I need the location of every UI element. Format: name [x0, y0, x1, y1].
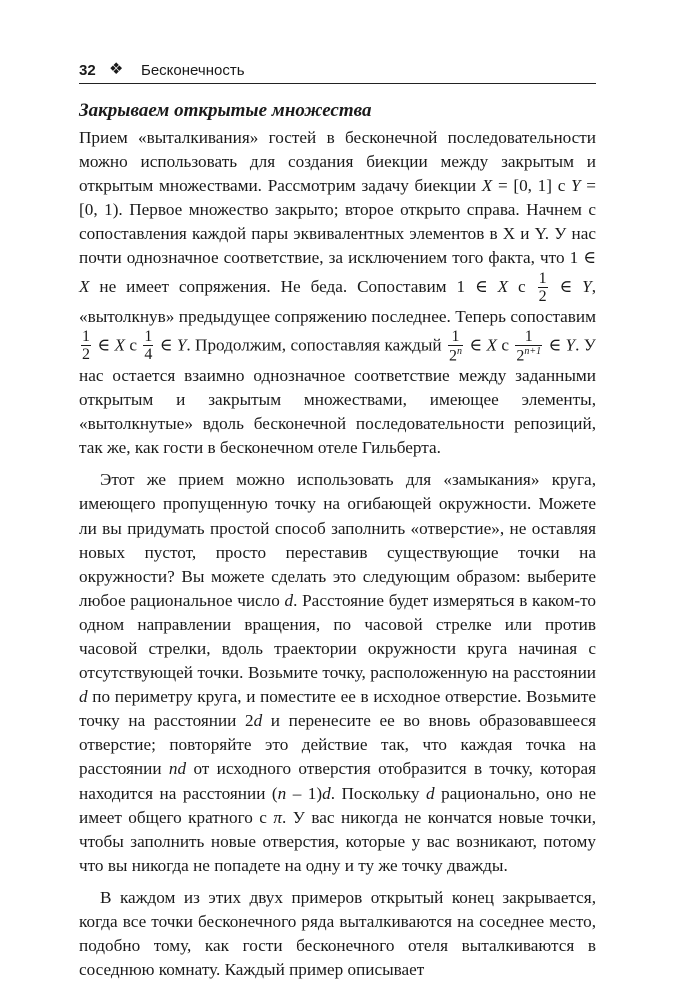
- fraction-one-quarter: $\frac{1}{4}$: [144, 328, 153, 364]
- ornament-icon: ❖: [109, 61, 124, 78]
- fraction-one-over-2-pow-n-plus-1: $\frac{1}{2^{n+1}}$: [516, 327, 542, 364]
- paragraph-3: В каждом из этих двух примеров открытый конец закрывается, когда все точки бесконечного ряда выталкиваются на соседнее место, подобно тому, как гости бесконечного отеля выталкиваются в соседнюю комнату. Каждый пример описывает: [79, 887, 596, 980]
- paragraph-1: Прием «выталкивания» гостей в бесконечной последовательности можно использовать для создания биекции между закрытым и открытым множествами. Рассмотрим задачу биекции X = [0, 1] с Y = [0, 1). Первое множество закрыто; второе открыто справа. Начнем с сопоставления каждой пары эквивалентных элементов в X и Y. У нас почти однозначное соответствие, за исключением того факта, что 1 ∈ X не имеет сопряжения. Не беда. Сопоставим 1 ∈ X с $\frac{1}{2}$ ∈ Y, «вытолкнув» предыдущее сопряжению последнее. Теперь сопоставим $\frac{1}{2}$ ∈ X с $\frac{1}{4}$ ∈ Y. Продолжим, сопоставляя каждый $\frac{1}{2^n}$ ∈ X с $\frac{1}{2^{n+1}}$ ∈ Y. У нас остается взаимно однозначное соответствие между заданными открытым и закрытым множествами, имеющее элементы, «вытолкнутые» вдоль бесконечной последовательности репозиций, так же, как гости в бесконечном отеле Гильберта.: [79, 128, 596, 458]
- paragraph-2: Этот же прием можно использовать для «замыкания» круга, имеющего пропущенную точку на огибающей окружности. Можете ли вы придумать простой способ заполнить «отверстие», не оставляя новых пустот, просто переставив существующие точки на окружности? Вы можете сделать это следующим образом: выберите любое рациональное число d. Расстояние будет измеряться в каком-то одном направлении вращения, по часовой стрелке или против часовой стрелки, вдоль траектории окружности круга начиная с отсутствующей точки. Возьмите точку, расположенную на расстоянии d по периметру круга, и поместите ее в исходное отверстие. Возьмите точку на расстоянии 2d и перенесите ее во вновь образовавшееся отверстие; повторяйте это действие так, что каждая точка на расстоянии nd от исходного отверстия отобразится в точку, которая находится на расстоянии (n – 1)d. Поскольку d рационально, оно не имеет общего кратного с π. У вас никогда не кончатся новые точки, чтобы заполнить новые отверстия, которые у вас возникают, потому что вы никогда не попадете на одну и ту же точку дважды.: [79, 470, 597, 875]
- fraction-one-half-2: $\frac{1}{2}$: [82, 328, 90, 364]
- section-heading: Закрываем открытые множества: [79, 100, 372, 121]
- fraction-one-half: $\frac{1}{2}$: [538, 269, 547, 305]
- running-section-title: Бесконечность: [141, 62, 245, 79]
- page-number: 32: [79, 62, 96, 79]
- fraction-one-over-2-pow-n: $\frac{1}{2^n}$: [448, 327, 462, 364]
- header-rule: [79, 83, 596, 84]
- running-header: [79, 58, 596, 84]
- page-body: [79, 98, 596, 982]
